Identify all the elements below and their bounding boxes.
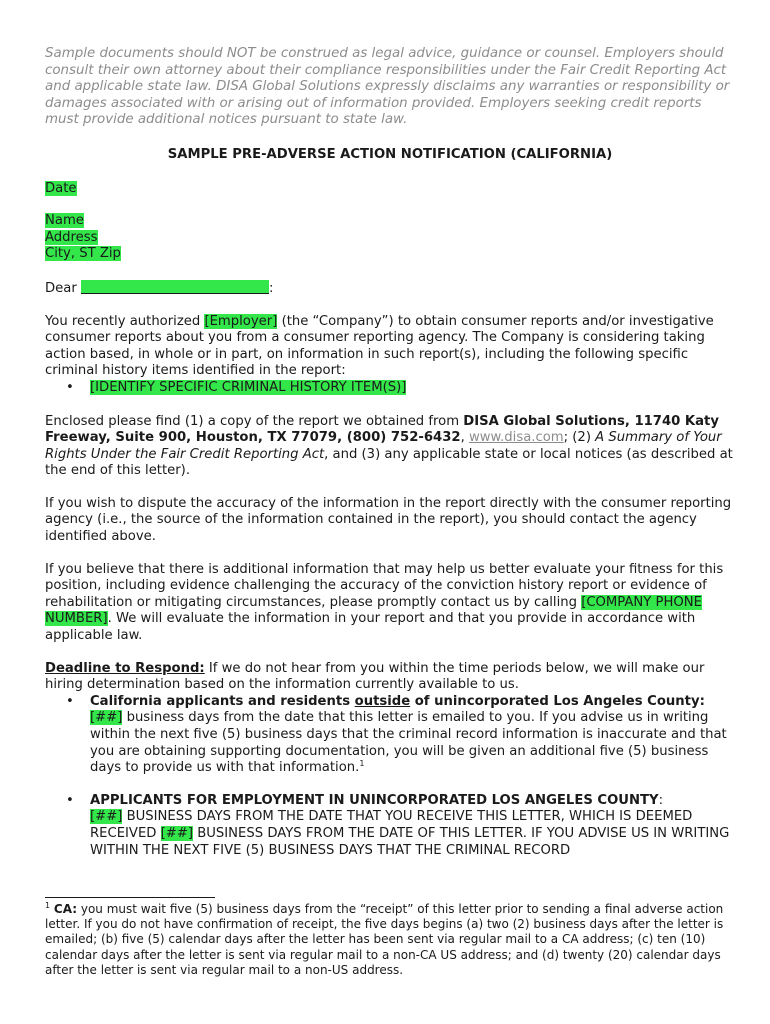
recipient-name: Name (45, 213, 84, 229)
recipient-blank-line (81, 280, 269, 294)
date-placeholder: Date (45, 180, 77, 196)
la-county-heading: APPLICANTS FOR EMPLOYMENT IN UNINCORPORATED LOS ANGELES COUNTY (90, 792, 659, 808)
deadline-list (45, 694, 735, 859)
list-item (45, 793, 735, 859)
list-item (45, 694, 735, 777)
recipient-city: City, ST Zip (45, 246, 121, 262)
outside-emphasis: outside (354, 693, 411, 709)
footnote-divider (45, 897, 215, 898)
enclosure-paragraph (45, 414, 735, 480)
footnote-reference[interactable]: 1 (359, 759, 365, 769)
criminal-history-placeholder: [IDENTIFY SPECIFIC CRIMINAL HISTORY ITEM(S)] (90, 379, 407, 395)
salutation-prefix: Dear (45, 280, 81, 296)
salutation (45, 280, 735, 298)
disa-website-link[interactable]: www.disa.com (468, 430, 564, 446)
ca-outside-la-heading-end: of unincorporated Los Angeles County: (410, 693, 705, 709)
para4-text-after: . We will evaluate the information in your report and that you provide in accordance with applicable law. (45, 611, 696, 644)
document-title: SAMPLE PRE-ADVERSE ACTION NOTIFICATION (CALIFORNIA) (167, 146, 613, 162)
company-phone-placeholder: [COMPANY PHONE NUMBER] (45, 594, 702, 627)
footnote (45, 902, 730, 978)
para1-text-after: (the “Company”) to obtain consumer reports and/or investigative consumer reports about you from a consumer reporting agency. The Company is considering taking action based, in whole or in part, on information in such report(s), including the following specific criminal history items identified in the report: (45, 313, 714, 379)
la-deadline-text-2: BUSINESS DAYS FROM THE DATE OF THIS LETTER. IF YOU ADVISE US IN WRITING WITHIN THE NEXT FIVE (5) BUSINESS DAYS THAT THE CRIMINAL RECORD (90, 825, 730, 858)
letter-body (45, 46, 735, 859)
days-placeholder: [##] (90, 710, 123, 726)
para1-text-before: You recently authorized (45, 313, 205, 329)
recipient-street: Address (45, 229, 98, 245)
recipient-address (45, 213, 735, 263)
date-line (45, 181, 735, 198)
days-placeholder: [##] (160, 825, 194, 841)
footnote-text: you must wait five (5) business days from the “receipt” of this letter prior to sending a final adverse action letter. If you do not have confirmation of receipt, the five days begins (a) two (2) business days after the letter is emailed; (b) five (5) calendar days after the letter has been sent via regular mail to a CA address; (c) ten (10) calendar days after the letter is sent via regular mail to a non-CA US address; and (d) twenty (20) calendar days after the letter is sent via regular mail to a non-US address. (45, 902, 724, 977)
criminal-history-list (45, 380, 735, 397)
authorization-paragraph (45, 314, 735, 380)
additional-info-paragraph (45, 562, 735, 645)
bullet-icon: • (66, 693, 74, 709)
para4-text-before: If you believe that there is additional information that may help us better evaluate your fitness for this position, including evidence challenging the accuracy of the conviction history report or evidence of rehabilitation or mitigating circumstances, please promptly contact us by calling (45, 561, 724, 610)
list-item (45, 380, 735, 397)
ca-outside-la-heading: California applicants and residents (90, 693, 355, 709)
footnote-label: CA: (53, 902, 78, 916)
footnote-number: 1 (45, 901, 51, 910)
deadline-text: If we do not hear from you within the time periods below, we will make our hiring determination based on the information currently available to us. (45, 660, 705, 693)
agency-contact: DISA Global Solutions, 11740 Katy Freeway, Suite 900, Houston, TX 77079, (800) 752-6432 (45, 413, 719, 446)
ca-deadline-text: business days from the date that this letter is emailed to you. If you advise us in writing within the next five (5) business days that the criminal record information is inaccurate and that you are obtaining supporting documentation, you will be given an additional five (5) business days to provide us with that information. (90, 710, 727, 776)
la-deadline-text-1: BUSINESS DAYS FROM THE DATE THAT YOU RECEIVE THIS LETTER, WHICH IS DEEMED RECEIVED (90, 809, 693, 841)
days-placeholder: [##] (90, 809, 123, 825)
disclaimer: Sample documents should NOT be construed as legal advice, guidance or counsel. Employers should consult their own attorney about their compliance responsibilities under the Fair Credit Reporting Act and applicable state law. DISA Global Solutions expressly disclaims any warranties or responsibility or damages associated with or arising out of information provided. Employers seeking credit reports must provide additional notices pursuant to state law. (45, 46, 730, 128)
employer-placeholder: [Employer] (204, 313, 278, 329)
para2-text-mid: ; (2) (563, 430, 596, 446)
para2-text-before: Enclosed please find (1) a copy of the report we obtained from (45, 413, 464, 429)
deadline-paragraph (45, 661, 735, 694)
deadline-label: Deadline to Respond: (45, 660, 205, 676)
bullet-icon: • (66, 792, 74, 808)
salutation-suffix: : (268, 280, 274, 296)
para2-comma: , (460, 430, 469, 446)
summary-of-rights-title: A Summary of Your Rights Under the Fair Credit Reporting Act (45, 430, 722, 462)
bullet-icon: • (66, 379, 74, 395)
para2-text-after: , and (3) any applicable state or local notices (as described at the end of this letter). (45, 446, 733, 479)
dispute-paragraph: If you wish to dispute the accuracy of the information in the report directly with the consumer reporting agency (i.e., the source of the information contained in the report), you should contact the agency identified above. (45, 495, 732, 545)
la-county-colon: : (658, 792, 664, 808)
